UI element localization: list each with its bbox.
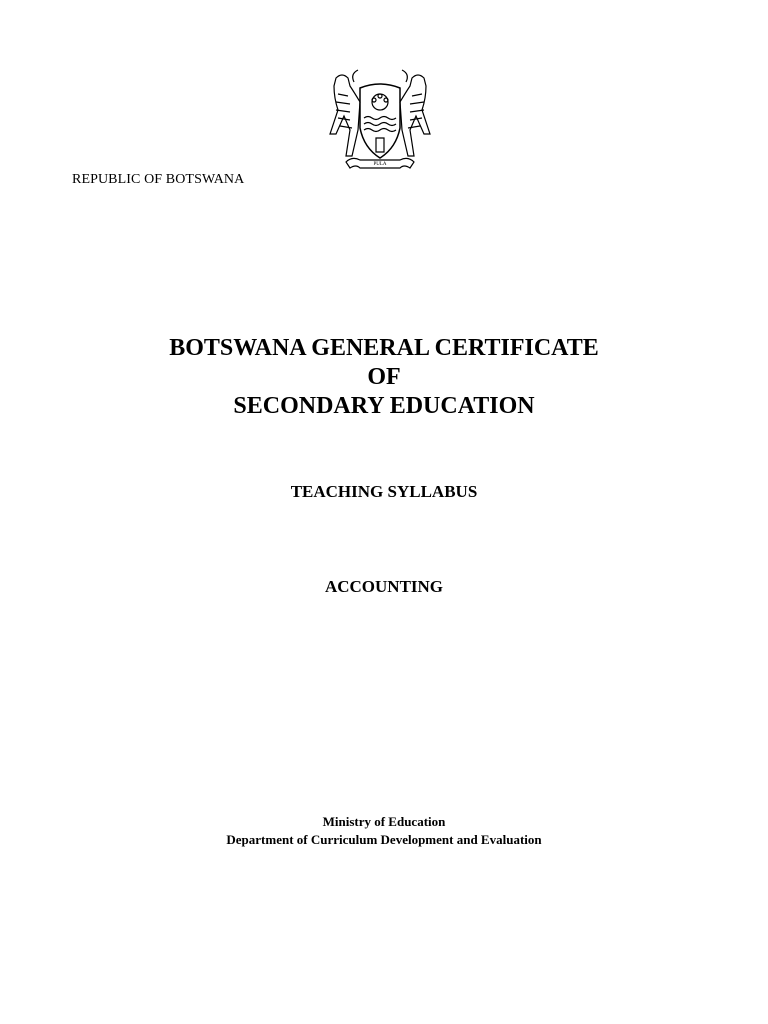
- coat-of-arms-icon: [318, 68, 442, 174]
- document-title: [0, 334, 768, 421]
- publisher-block: [0, 813, 768, 849]
- country-heading: REPUBLIC OF BOTSWANA: [72, 172, 245, 187]
- subject-heading: ACCOUNTING: [324, 577, 444, 596]
- emblem-motto: PULA: [373, 162, 387, 167]
- document-subtitle: TEACHING SYLLABUS: [290, 482, 478, 501]
- ministry-name: Ministry of Education: [322, 814, 446, 829]
- title-line-3: SECONDARY EDUCATION: [233, 393, 535, 419]
- department-name: Department of Curriculum Development and Evaluation: [226, 832, 542, 847]
- title-line-1: BOTSWANA GENERAL CERTIFICATE: [169, 335, 599, 361]
- title-line-2: OF: [367, 364, 401, 390]
